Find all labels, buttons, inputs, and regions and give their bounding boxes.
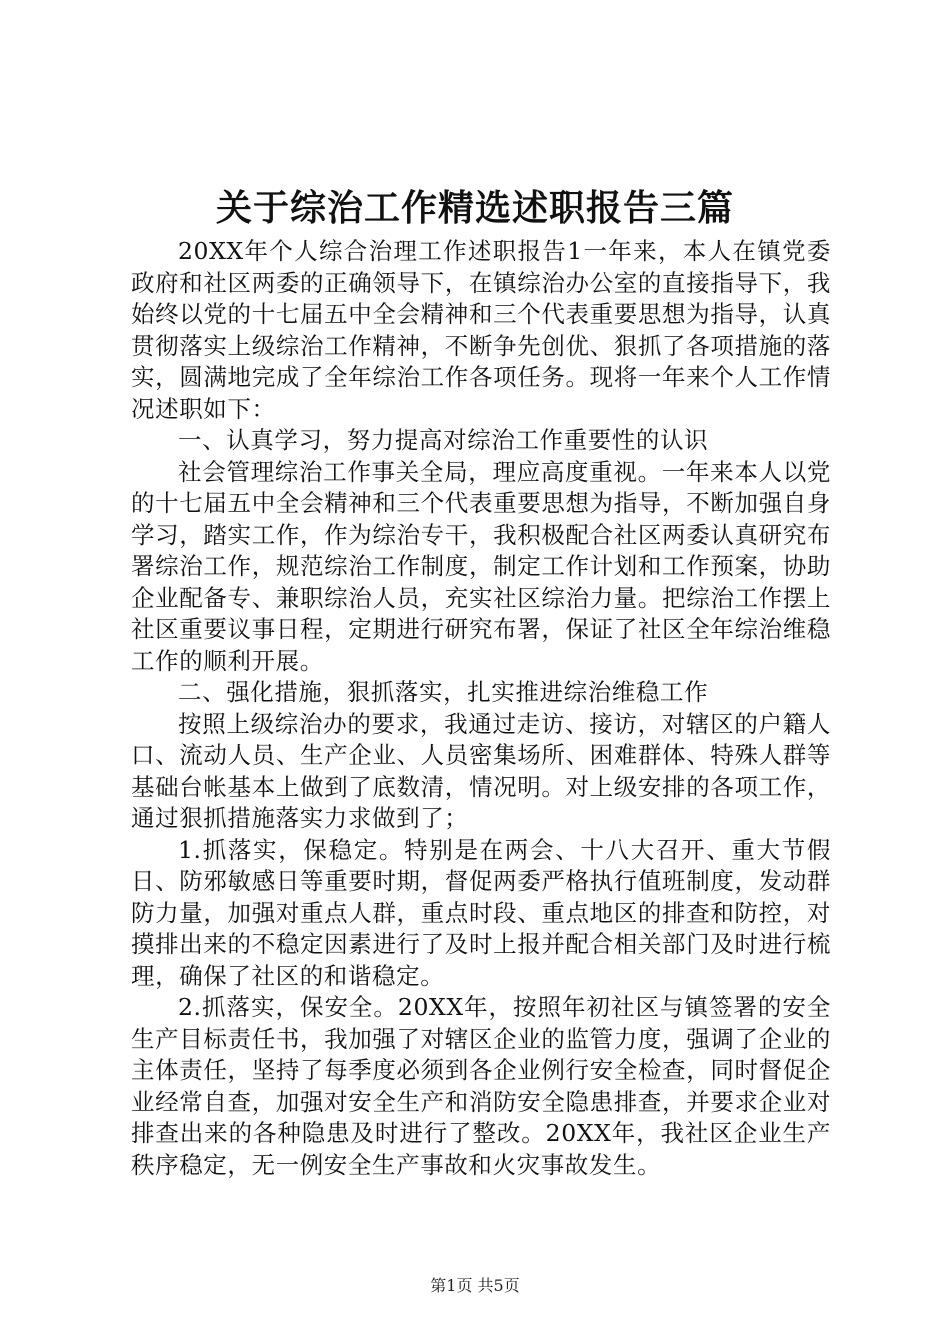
- section-2-paragraph: 按照上级综治办的要求，我通过走访、接访，对辖区的户籍人口、流动人员、生产企业、人员密集场所、困难群体、特殊人群等基础台帐基本上做到了底数清，情况明。对上级安排的各项工作，通过狠抓措施落实力求做到了；: [131, 709, 831, 832]
- intro-paragraph: 20XX年个人综合治理工作述职报告1一年来，本人在镇党委政府和社区两委的正确领导下，在镇综治办公室的直接指导下，我始终以党的十七届五中全会精神和三个代表重要思想为指导，认真贯彻落实上级综治工作精神，不断争先创优、狠抓了各项措施的落实，圆满地完成了全年综治工作各项任务。现将一年来个人工作情况述职如下：: [131, 237, 831, 423]
- item-1-paragraph: 1.抓落实，保稳定。特别是在两会、十八大召开、重大节假日、防邪敏感日等重要时期，督促两委严格执行值班制度，发动群防力量，加强对重点人群，重点时段、重点地区的排查和防控，对摸排出来的不稳定因素进行了及时上报并配合相关部门及时进行梳理，确保了社区的和谐稳定。: [131, 835, 831, 990]
- section-1-paragraph: 社会管理综治工作事关全局，理应高度重视。一年来本人以党的十七届五中全会精神和三个代表重要思想为指导，不断加强自身学习，踏实工作，作为综治专干，我积极配合社区两委认真研究布署综治工作，规范综治工作制度，制定工作计划和工作预案，协助企业配备专、兼职综治人员，充实社区综治力量。把综治工作摆上社区重要议事日程，定期进行研究布署，保证了社区全年综治维稳工作的顺利开展。: [131, 457, 831, 675]
- page-indicator: 第1页 共5页: [430, 1276, 520, 1295]
- document-body: [131, 236, 831, 1181]
- item-2-paragraph: 2.抓落实，保安全。20XX年，按照年初社区与镇签署的安全生产目标责任书，我加强了对辖区企业的监管力度，强调了企业的主体责任，坚持了每季度必须到各企业例行安全检查，同时督促企业经常自查，加强对安全生产和消防安全隐患排查，并要求企业对排查出来的各种隐患及时进行了整改。20XX年，我社区企业生产秩序稳定，无一例安全生产事故和火灾事故发生。: [131, 993, 831, 1179]
- document-title: 关于综治工作精选述职报告三篇: [215, 187, 734, 229]
- section-heading-1: 一、认真学习，努力提高对综治工作重要性的认识: [178, 426, 709, 454]
- section-heading-2: 二、强化措施，狠抓落实，扎实推进综治维稳工作: [178, 678, 709, 706]
